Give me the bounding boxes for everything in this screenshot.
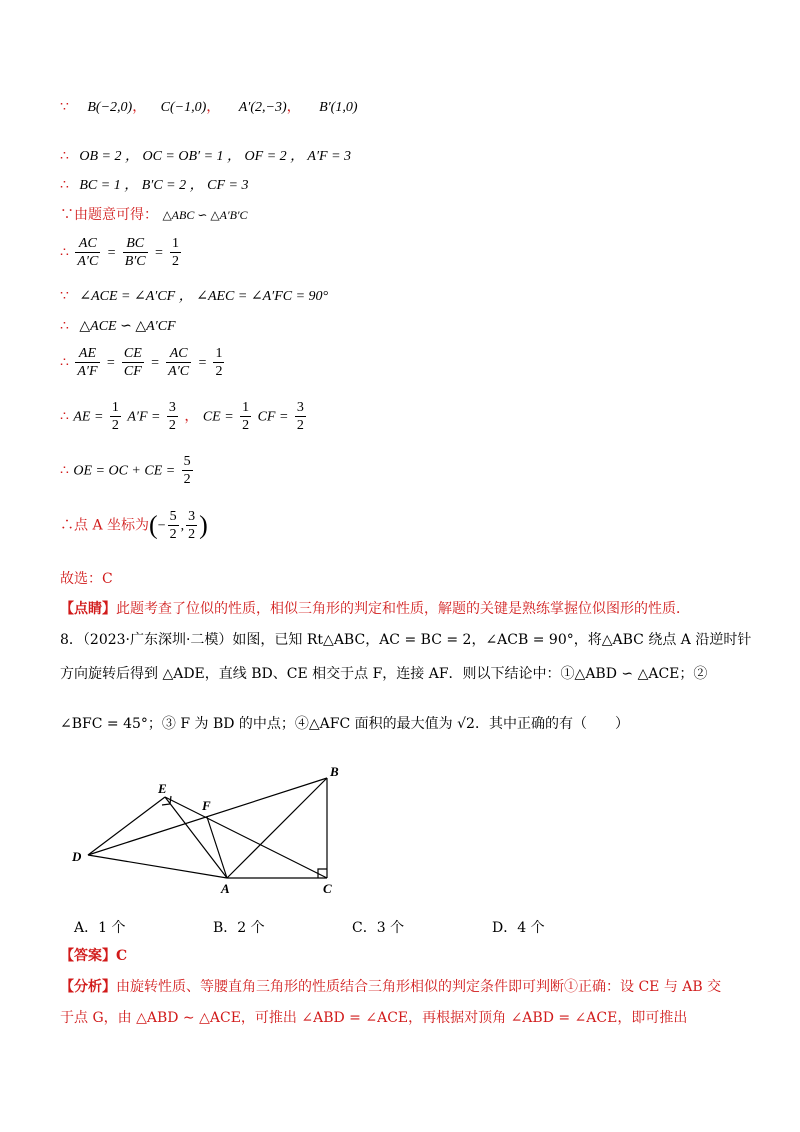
point-b-prime: B′(1,0) bbox=[319, 100, 358, 115]
analysis-line-1 bbox=[60, 977, 721, 997]
equals-sign: = bbox=[106, 355, 116, 371]
equals-sign: = bbox=[154, 245, 164, 261]
separator: ， bbox=[206, 99, 221, 115]
label-c: C bbox=[323, 881, 332, 896]
therefore-symbol: ∴ bbox=[60, 244, 69, 261]
question-8-line-2: 方向旋转后得到 △ADE，直线 BD、CE 相交于点 F，连接 AF．则以下结论中：①△ABD ∽ △ACE；② bbox=[60, 666, 708, 682]
answer-value: C bbox=[116, 948, 128, 964]
equals-sign: = bbox=[106, 245, 117, 261]
fraction: $\frac{3}{2}$ bbox=[188, 509, 196, 542]
label-d: D bbox=[72, 849, 82, 864]
label-a: A bbox=[221, 881, 230, 896]
option-a[interactable]: A．1 个 bbox=[74, 920, 126, 936]
coordinate-label: 点 A 坐标为 bbox=[74, 517, 150, 534]
paren: ( bbox=[149, 510, 158, 540]
comment-text: 此题考查了位似的性质，相似三角形的判定和性质，解题的关键是熟练掌握位似图形的性质． bbox=[116, 601, 690, 617]
therefore-symbol: ∴ bbox=[60, 318, 69, 334]
therefore-symbol: ∴ bbox=[60, 517, 74, 534]
fraction: $\frac{BC}{B'C}$ bbox=[124, 236, 146, 269]
angle-text: ∠ACE = ∠A′CF ， ∠AEC = ∠A′FC = 90° bbox=[79, 289, 329, 304]
answer-tag: 【答案】 bbox=[60, 948, 116, 964]
fraction: $\frac{5}{2}$ bbox=[183, 454, 191, 487]
label-b: B bbox=[330, 764, 339, 779]
answer-select: 故选：C bbox=[60, 571, 113, 587]
question-8-line-3: ∠BFC = 45°；③ F 为 BD 的中点；④△AFC 面积的最大值为 √2．其中正确的有（ ） bbox=[60, 716, 629, 732]
fraction: $\frac{AE}{A'F}$ bbox=[77, 346, 98, 379]
point-a-prime: A′(2,−3) bbox=[238, 100, 287, 115]
fraction: $\frac{1}{2}$ bbox=[215, 346, 223, 379]
option-b[interactable]: B．2 个 bbox=[213, 920, 265, 936]
fraction: $\frac{1}{2}$ bbox=[111, 400, 119, 433]
fraction: $\frac{AC}{A'C}$ bbox=[168, 346, 190, 379]
similar-statement: △ABC ∽ △A′B′C bbox=[162, 208, 248, 222]
option-d[interactable]: D．4 个 bbox=[492, 920, 545, 936]
fraction: $\frac{AC}{A'C}$ bbox=[77, 236, 99, 269]
therefore-symbol: ∴ bbox=[60, 177, 69, 193]
option-c[interactable]: C．3 个 bbox=[352, 920, 405, 936]
point-c: C(−1,0) bbox=[160, 100, 207, 115]
step-label: 由题意可得： bbox=[74, 207, 158, 223]
fraction: $\frac{1}{2}$ bbox=[172, 236, 179, 269]
analysis-text: 由旋转性质、等腰直角三角形的性质结合三角形相似的判定条件即可判断①正确：设 CE 与 AB 交 bbox=[116, 979, 722, 995]
analysis-line-2: 于点 G，由 △ABD ∼ △ACE，可推出 ∠ABD = ∠ACE，再根据对顶角 ∠ABD = ∠ACE，即可推出 bbox=[60, 1010, 688, 1026]
similar-statement: △ACE ∽ △A′CF bbox=[79, 319, 176, 334]
lengths-text: OB = 2 ， OC = OB′ = 1 ， OF = 2 ， A′F = 3 bbox=[79, 149, 352, 164]
question-8-line-1: 8．（2023·广东深圳·二模）如图，已知 Rt△ABC，AC = BC = 2，∠ACB = 90°，将△ABC 绕点 A 沿逆时针 bbox=[60, 632, 752, 648]
separator: ， bbox=[184, 408, 199, 425]
therefore-symbol: ∴ bbox=[60, 462, 69, 479]
expression: OE = OC + CE = bbox=[73, 463, 176, 479]
answer bbox=[60, 946, 127, 966]
therefore-symbol: ∴ bbox=[60, 354, 69, 371]
point-b: B(−2,0) bbox=[87, 100, 133, 115]
equals-sign: = bbox=[150, 355, 160, 371]
label-e: E bbox=[158, 781, 167, 796]
because-symbol: ∵ bbox=[60, 99, 69, 115]
fraction: $\frac{5}{2}$ bbox=[169, 509, 177, 542]
comment-tag: 【点睛】 bbox=[60, 601, 116, 617]
because-symbol: ∵ bbox=[60, 288, 69, 304]
lengths-text: BC = 1 ， B′C = 2 ， CF = 3 bbox=[79, 178, 249, 193]
expression: A′F = bbox=[127, 409, 161, 425]
analysis-tag: 【分析】 bbox=[60, 979, 116, 995]
equals-sign: = bbox=[197, 355, 208, 371]
fraction: $\frac{1}{2}$ bbox=[242, 400, 250, 433]
comma: , bbox=[180, 518, 185, 534]
therefore-symbol: ∴ bbox=[60, 408, 69, 425]
separator: ， bbox=[286, 99, 301, 115]
fraction: $\frac{3}{2}$ bbox=[168, 400, 176, 433]
because-symbol: ∵ bbox=[60, 207, 74, 223]
minus-sign: − bbox=[157, 518, 166, 534]
expression: CF = bbox=[257, 409, 289, 425]
fraction: $\frac{CE}{CF}$ bbox=[123, 346, 142, 379]
paren: ) bbox=[199, 510, 208, 540]
separator: ， bbox=[132, 99, 147, 115]
expression: CE = bbox=[202, 409, 234, 425]
fraction: $\frac{3}{2}$ bbox=[296, 400, 304, 433]
label-f: F bbox=[202, 798, 211, 813]
therefore-symbol: ∴ bbox=[60, 148, 69, 164]
expression: AE = bbox=[73, 409, 104, 425]
